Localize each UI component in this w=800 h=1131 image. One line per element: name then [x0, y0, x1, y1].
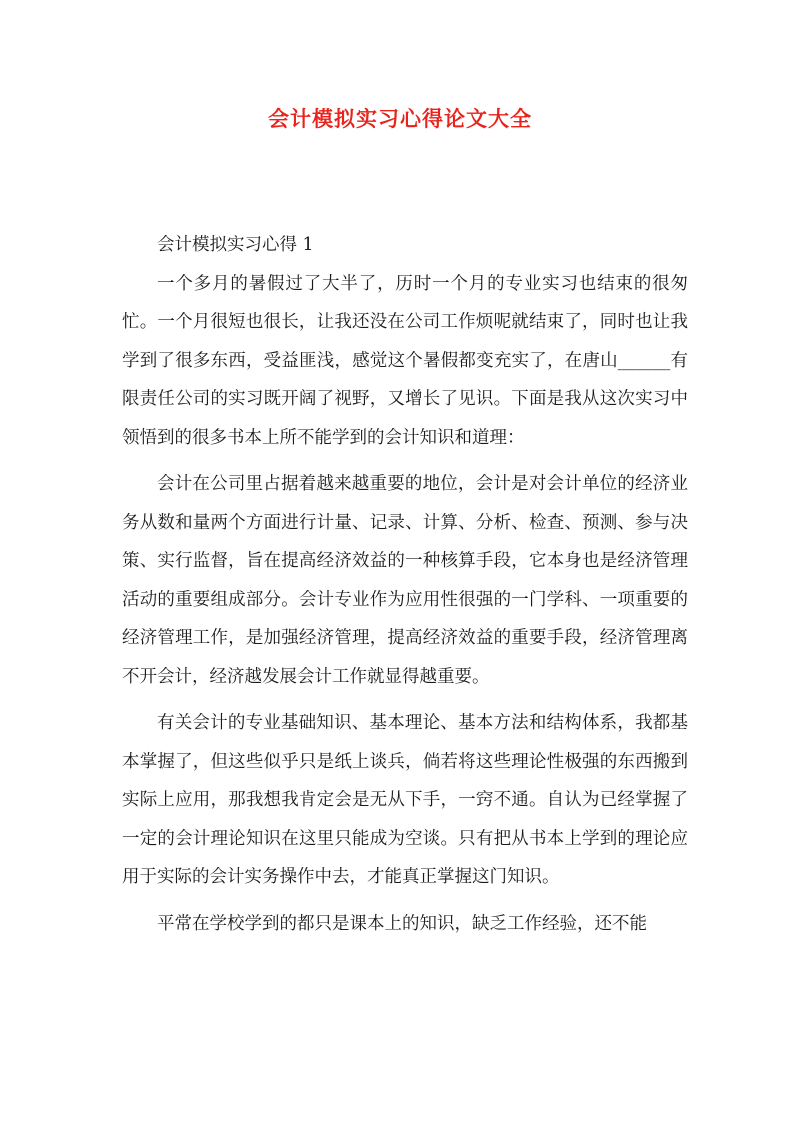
paragraph: 有关会计的专业基础知识、基本理论、基本方法和结构体系，我都基本掌握了，但这些似乎只是纸上谈兵，倘若将这些理论性极强的东西搬到实际上应用，那我想我肯定会是无从下手，一窍不通。自认为已经掌握了一定的会计理论知识在这里只能成为空谈。只有把从书本上学到的理论应用于实际的会计实务操作中去，才能真正掌握这门知识。 — [122, 713, 688, 887]
paragraph: 会计在公司里占据着越来越重要的地位，会计是对会计单位的经济业务从数和量两个方面进行计量、记录、计算、分析、检查、预测、参与决策、实行监督，旨在提高经济效益的一种核算手段，它本身也是经济管理活动的重要组成部分。会计专业作为应用性很强的一门学科、一项重要的经济管理工作，是加强经济管理，提高经济效益的重要手段，经济管理离不开会计，经济越发展会计工作就显得越重要。 — [122, 474, 688, 687]
document-title: 会计模拟实习心得论文大全 — [268, 106, 532, 131]
section-heading: 会计模拟实习心得 1 — [157, 235, 314, 255]
document-body — [122, 226, 688, 951]
paragraph: 一个多月的暑假过了大半了，历时一个月的专业实习也结束的很匆忙。一个月很短也很长，让我还没在公司工作烦呢就结束了，同时也让我学到了很多东西，受益匪浅，感觉这个暑假都变充实了，在唐山______有限责任公司的实习既开阔了视野，又增长了见识。下面是我从这次实习中领悟到的很多书本上所不能学到的会计知识和道理： — [122, 273, 688, 448]
paragraph: 平常在学校学到的都只是课本上的知识，缺乏工作经验，还不能 — [157, 913, 647, 934]
